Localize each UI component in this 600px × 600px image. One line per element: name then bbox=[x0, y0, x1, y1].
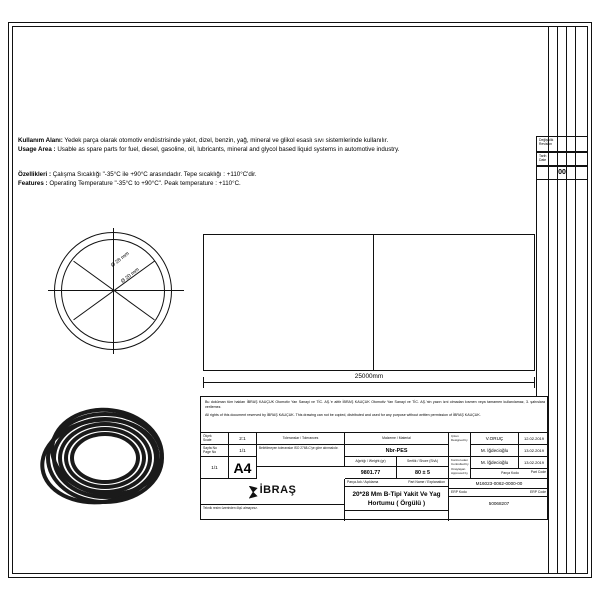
drawn-label-en: Designed by bbox=[451, 438, 468, 443]
controlled-by-cell bbox=[471, 445, 519, 457]
part-name-label-tr: Parça Adı / Açıklama bbox=[347, 480, 379, 484]
title-block-grid bbox=[201, 433, 549, 521]
revision-label-en: Revision bbox=[539, 142, 553, 147]
inner-diameter-dimension: Ø 20 mm bbox=[120, 266, 141, 285]
inner-diameter-circle bbox=[61, 239, 165, 343]
features-block bbox=[18, 170, 418, 188]
scale-label-cell bbox=[201, 433, 229, 445]
legal-notice-en: All rights of this document reserved by İBRAŞ KAUÇUK. This drawing can not be copied, distributed and used for any purpose without written permission of İBRAŞ KAUÇUK. bbox=[205, 412, 481, 417]
controlled-label-tr: Kontrol eden bbox=[451, 458, 469, 462]
controlled-date-value: 13.02.2019 bbox=[523, 447, 545, 453]
features-line-en bbox=[18, 179, 418, 188]
page-number-value: 1/1 bbox=[211, 464, 218, 470]
erp-code-label-tr: ERP Kodu bbox=[451, 490, 467, 494]
part-name-label-en: Part Name / Explanation bbox=[408, 480, 445, 484]
controlled-by-value: M. İğdecioğlu bbox=[480, 447, 509, 453]
outer-diameter-dimension: Ø 28 mm bbox=[110, 250, 131, 269]
scale-value-cell bbox=[229, 433, 257, 445]
features-line-tr bbox=[18, 170, 418, 179]
product-photo bbox=[24, 396, 189, 521]
scale-value: 2:1 bbox=[239, 435, 246, 441]
scale-label-tr: Ölçek bbox=[203, 434, 212, 438]
part-name-value-cell bbox=[345, 487, 449, 511]
approved-label-en: Approved by bbox=[451, 471, 468, 476]
scale-label-en: Scale bbox=[203, 438, 212, 443]
approved-date-cell bbox=[519, 457, 549, 469]
hardness-label: Sertlik / Shore (ShA) bbox=[407, 459, 438, 464]
part-code-value-cell bbox=[449, 479, 549, 489]
erp-code-value-cell bbox=[449, 497, 549, 511]
company-note-cell bbox=[201, 505, 345, 521]
erp-code-value: 50068207 bbox=[488, 501, 510, 506]
ibras-logo-icon bbox=[249, 486, 258, 499]
drawn-by-value: V.ORUÇ bbox=[485, 435, 504, 441]
coiled-hose-illustration bbox=[30, 402, 180, 514]
tolerance-note: Belirtilmeyen toleranslar ISO 2768-C'ye göre alınmalıdır. bbox=[259, 446, 339, 450]
responsibility-label-cell bbox=[449, 433, 471, 457]
weight-label: Ağırlığı / Weight (gr) bbox=[355, 459, 386, 464]
hardness-value-cell bbox=[397, 467, 449, 479]
page-label-en: Page No bbox=[203, 450, 217, 455]
drawn-by-cell bbox=[471, 433, 519, 445]
part-name-spacer-cell bbox=[345, 511, 449, 521]
dimension-cap-right bbox=[534, 377, 535, 388]
part-code-label-tr: Parça Kodu bbox=[501, 471, 519, 476]
title-block bbox=[200, 396, 548, 520]
paper-size-cell bbox=[229, 457, 257, 479]
weight-value: 9801.77 bbox=[360, 469, 381, 476]
usage-label-en: Usage Area : bbox=[18, 146, 56, 153]
controlled-label-en: Controlled by bbox=[451, 462, 469, 467]
features-text-en: Operating Temperature "-35°C to +90°C". Peak temperature : +110°C. bbox=[49, 180, 241, 187]
part-code-value: M16023-0062-0000-00 bbox=[475, 480, 523, 486]
revision-date-label-tr: Tarih bbox=[539, 154, 547, 158]
usage-line-tr bbox=[18, 136, 530, 145]
usage-text-en: Usable as spare parts for fuel, diesel, gasoline, oil, lubricants, mineral and glycol based liquid systems in automotive industry. bbox=[57, 146, 400, 153]
approved-by-cell bbox=[471, 457, 519, 469]
usage-text-tr: Yedek parça olarak otomotiv endüstrisinde yakıt, dizel, benzin, yağ, mineral ve glikol esaslı sıvı sistemlerinde kullanılır. bbox=[64, 137, 389, 144]
approved-by-value: M. İğdecioğlu bbox=[480, 459, 509, 465]
part-name-value: 20*28 Mm B-Tipi Yakit Ve Yag Hortumu ( Örgülü ) bbox=[352, 490, 441, 507]
page-number-cell bbox=[201, 457, 229, 479]
hardness-value: 80 ± 5 bbox=[415, 469, 430, 476]
paper-size-value: A4 bbox=[233, 459, 252, 476]
revision-header-box bbox=[536, 136, 588, 152]
weight-label-cell bbox=[345, 457, 397, 467]
revision-date-label-en: Date bbox=[539, 158, 547, 163]
hose-break-line bbox=[373, 234, 374, 371]
usage-label-tr: Kullanım Alanı: bbox=[18, 137, 63, 144]
controlled-date-cell bbox=[519, 445, 549, 457]
dimension-line bbox=[203, 382, 535, 383]
revision-column bbox=[536, 136, 588, 406]
revision-label-tr: Değişiklik bbox=[539, 138, 554, 142]
hose-side-view bbox=[203, 234, 535, 371]
usage-area-block bbox=[18, 136, 530, 154]
tolerance-label-cell bbox=[257, 433, 345, 445]
features-label-en: Features : bbox=[18, 180, 48, 187]
company-logo bbox=[249, 484, 297, 498]
revision-value-box bbox=[536, 166, 588, 180]
tolerance-note-cell bbox=[257, 445, 345, 467]
page-value: 1/1 bbox=[239, 447, 246, 453]
hose-length-dimension bbox=[203, 375, 535, 389]
drawn-date-value: 12.02.2019 bbox=[523, 435, 545, 441]
features-text-tr: Çalışma Sıcaklığı "-35°C ile +90°C arasındadır. Tepe sıcaklığı : +110°C'dir. bbox=[52, 171, 257, 178]
approved-label-tr: Onaylayan bbox=[451, 466, 466, 471]
approved-date-value: 13.02.2019 bbox=[523, 459, 545, 465]
dimension-cap-left bbox=[203, 377, 204, 388]
drawn-label-tr: Çizen bbox=[451, 434, 459, 438]
material-label: Malzeme / Material bbox=[382, 436, 411, 441]
cross-section-view bbox=[48, 228, 184, 354]
drawn-date-cell bbox=[519, 433, 549, 445]
page-label-tr: Sayfa No bbox=[203, 446, 217, 450]
revision-value: 00 bbox=[558, 169, 566, 176]
usage-line-en bbox=[18, 145, 530, 154]
part-code-label-cell bbox=[471, 469, 549, 479]
tolerance-label: Toleranslar / Tolerances bbox=[282, 436, 319, 441]
part-code-label-en: Part Code bbox=[530, 470, 546, 474]
material-value-cell bbox=[345, 445, 449, 457]
material-label-cell bbox=[345, 433, 449, 445]
hardness-label-cell bbox=[397, 457, 449, 467]
features-label-tr: Özellikleri : bbox=[18, 171, 52, 178]
revision-date-label-box bbox=[536, 152, 588, 166]
part-name-label-cell bbox=[345, 479, 449, 487]
erp-code-label-en: ERP Code bbox=[530, 490, 546, 494]
page-value-cell bbox=[229, 445, 257, 457]
legal-notice-tr: Bu doküman tüm hakları İBRAŞ KAUÇUK Otomotiv Yan Sanayi ve TİC. AŞ.'e aittir İBRAŞ KAUÇUK Otomotiv Yan Sanayi ve TİC. AŞ.'nin yazın izni olmadan kısmen veya tamamen kullanılamaz, 3. şahıslara verilemez. bbox=[205, 400, 545, 410]
hose-length-value: 25000mm bbox=[352, 373, 386, 380]
company-note: Teknik resim üzerinden ölçü almayınız. bbox=[203, 506, 258, 510]
weight-value-cell bbox=[345, 467, 397, 479]
company-logo-cell bbox=[201, 479, 345, 505]
legal-notice bbox=[201, 397, 549, 433]
company-name: İBRAŞ bbox=[259, 484, 297, 497]
material-value: Nbr-PES bbox=[385, 447, 408, 454]
page-label-cell bbox=[201, 445, 229, 457]
approval-label-cell bbox=[449, 457, 471, 479]
erp-code-label-cell bbox=[449, 489, 549, 497]
